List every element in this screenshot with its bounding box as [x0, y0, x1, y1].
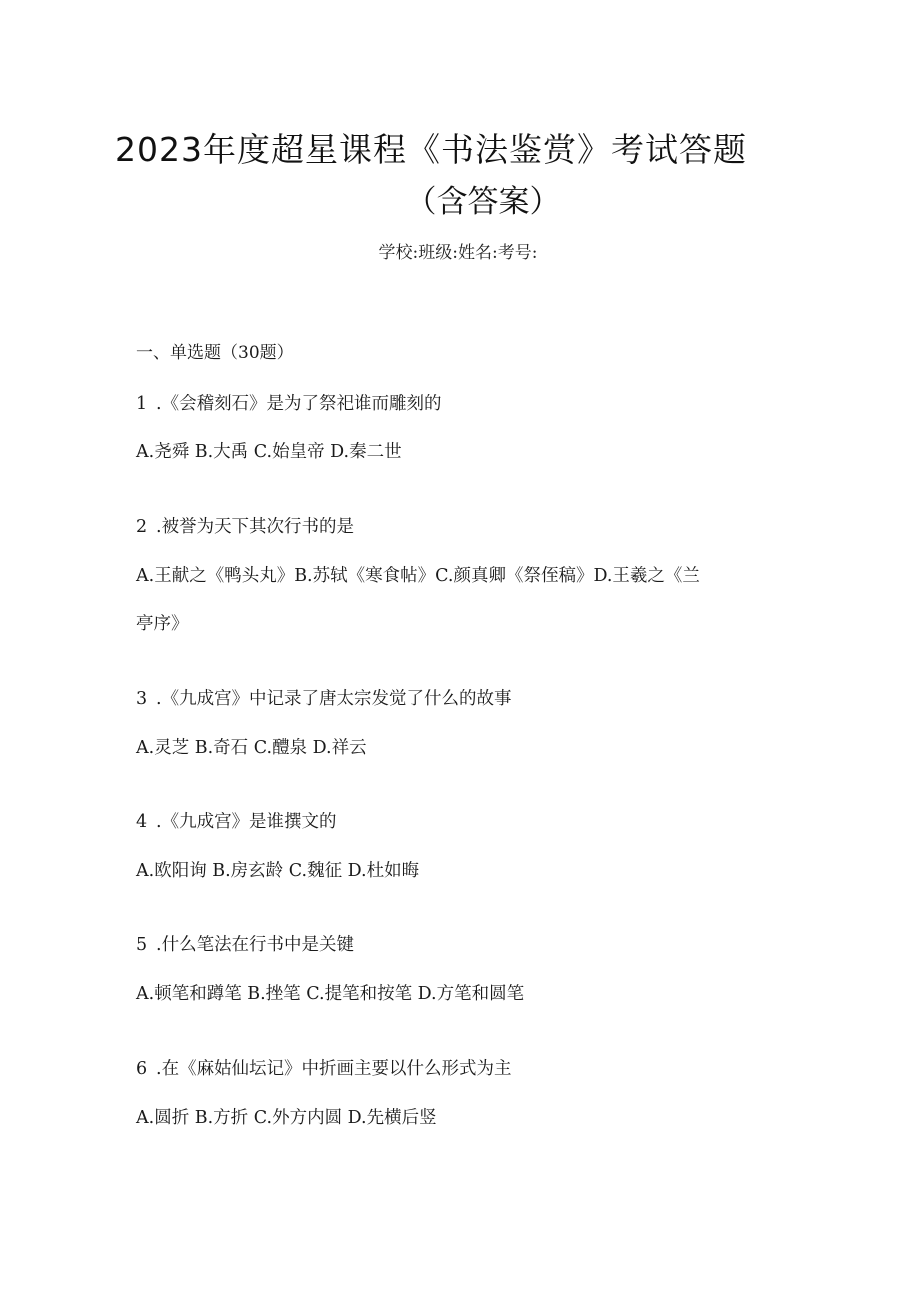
question-text: .被誉为天下其次行书的是 — [156, 517, 355, 537]
question-1-stem — [136, 390, 442, 415]
question-text: .《会稽刻石》是为了祭祀谁而雕刻的 — [156, 394, 442, 414]
question-3-options: A.灵芝 B.奇石 C.醴泉 D.祥云 — [136, 738, 367, 758]
question-2-options-continued: 亭序》 — [136, 614, 189, 634]
question-number: 2 — [136, 517, 148, 537]
student-info-line: 学校:班级:姓名:考号: — [378, 243, 538, 263]
question-number: 6 — [136, 1059, 148, 1079]
question-number: 5 — [136, 935, 148, 955]
document-title-suffix: （含答案） — [405, 184, 561, 220]
question-4-stem — [136, 808, 337, 833]
question-number: 1 — [136, 394, 148, 414]
question-text: .在《麻姑仙坛记》中折画主要以什么形式为主 — [156, 1059, 512, 1079]
question-5-stem — [136, 931, 354, 956]
question-5-options: A.顿笔和蹲笔 B.挫笔 C.提笔和按笔 D.方笔和圆笔 — [136, 984, 525, 1004]
question-3-stem — [136, 685, 512, 710]
document-title: 2023年度超星课程《书法鉴赏》考试答题 — [115, 130, 747, 169]
question-text: .《九成宫》中记录了唐太宗发觉了什么的故事 — [156, 689, 512, 709]
question-number: 3 — [136, 689, 148, 709]
question-1-options: A.尧舜 B.大禹 C.始皇帝 D.秦二世 — [136, 442, 402, 462]
question-2-stem — [136, 513, 354, 538]
section-heading: 一、单选题（30题） — [136, 343, 294, 363]
question-text: .《九成宫》是谁撰文的 — [156, 812, 337, 832]
question-6-options: A.圆折 B.方折 C.外方内圆 D.先横后竖 — [136, 1108, 437, 1128]
question-4-options: A.欧阳询 B.房玄龄 C.魏征 D.杜如晦 — [136, 861, 420, 881]
question-number: 4 — [136, 812, 148, 832]
question-text: .什么笔法在行书中是关键 — [156, 935, 355, 955]
question-2-options: A.王献之《鸭头丸》B.苏轼《寒食帖》C.颜真卿《祭侄稿》D.王羲之《兰 — [136, 566, 700, 586]
question-6-stem — [136, 1055, 512, 1080]
